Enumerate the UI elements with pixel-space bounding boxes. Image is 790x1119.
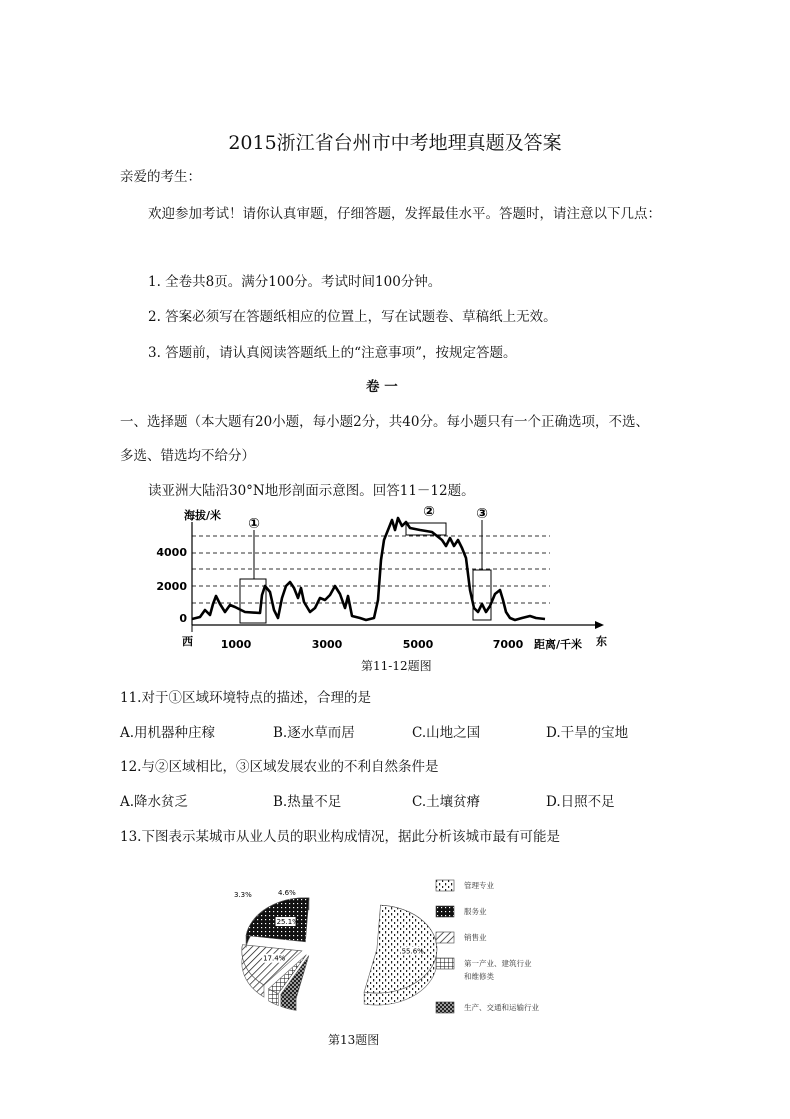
greeting: 亲爱的考生： (120, 169, 201, 185)
pie-data-label: 3.3% (234, 891, 252, 899)
q11-option-a: A.用机器种庄稼 (120, 725, 216, 741)
part1-line2: 多选、错选均不给分） (120, 448, 255, 464)
q11-stem: 11.对于①区域环境特点的描述，合理的是 (120, 690, 371, 706)
y-tick-4000: 4000 (156, 546, 187, 559)
legend-label: 第一产业、建筑行业 (464, 959, 532, 968)
legend-label: 销售业 (464, 933, 487, 942)
pie-data-label: 17.4% (263, 954, 286, 963)
q11-option-b: B.逐水草而居 (273, 725, 355, 741)
occupation-pie-chart (180, 870, 600, 1020)
legend-swatch (436, 1002, 454, 1013)
q12-stem: 12.与②区域相比，③区域发展农业的不利自然条件是 (120, 759, 439, 775)
x-tick-7000: 7000 (492, 638, 524, 651)
west-label: 西 (182, 635, 193, 648)
section-heading: 卷 一 (366, 379, 398, 395)
page-title: 2015浙江省台州市中考地理真题及答案 (228, 132, 562, 154)
legend-swatch (436, 880, 454, 891)
x-tick-1000: 1000 (220, 638, 252, 651)
east-label: 东 (596, 635, 607, 648)
x-axis-label: 距离/千米 (534, 638, 583, 651)
marker-label-1: ① (248, 516, 260, 532)
pie-data-label: 55.6% (401, 947, 424, 956)
legend-label: 和维修类 (464, 972, 494, 981)
read-prompt: 读亚洲大陆沿30°N地形剖面示意图。回答11－12题。 (148, 483, 475, 499)
marker-box-3 (473, 570, 491, 620)
marker-label-3: ③ (476, 506, 488, 522)
q12-option-a: A.降水贫乏 (120, 794, 189, 810)
note-2: 2. 答案必须写在答题纸相应的位置上，写在试题卷、草稿纸上无效。 (148, 309, 557, 325)
q11-option-d: D.干旱的宝地 (546, 725, 629, 741)
figure-caption-11-12: 第11-12题图 (361, 659, 432, 673)
x-axis-arrow-icon (595, 621, 604, 629)
intro-text: 欢迎参加考试！请你认真审题，仔细答题，发挥最佳水平。答题时，请注意以下几点： (148, 206, 661, 222)
terrain-profile-figure (156, 500, 620, 660)
y-tick-0: 0 (179, 612, 187, 625)
pie-data-label: 25.1% (276, 918, 299, 927)
legend-swatch (436, 932, 454, 943)
marker-label-2: ② (423, 504, 435, 520)
y-tick-2000: 2000 (156, 580, 187, 593)
note-3: 3. 答题前，请认真阅读答题纸上的“注意事项”，按规定答题。 (148, 345, 517, 361)
part1-line1: 一、选择题（本大题有20小题，每小题2分，共40分。每小题只有一个正确选项，不选、 (120, 414, 649, 430)
note-1: 1. 全卷共8页。满分100分。考试时间100分钟。 (148, 274, 442, 290)
figure-caption-13: 第13题图 (328, 1033, 380, 1047)
x-tick-5000: 5000 (402, 638, 434, 651)
legend-label: 管理专业 (464, 881, 494, 890)
q13-stem: 13.下图表示某城市从业人员的职业构成情况，据此分析该城市最有可能是 (120, 829, 560, 845)
q11-option-c: C.山地之国 (412, 725, 481, 741)
legend-swatch (436, 958, 454, 969)
y-axis-label: 海拔/米 (184, 509, 222, 522)
q12-option-d: D.日照不足 (546, 794, 615, 810)
q12-option-b: B.热量不足 (273, 794, 342, 810)
pie-data-label: 4.6% (278, 889, 296, 897)
legend-swatch (436, 906, 454, 917)
legend-label: 生产、交通和运输行业 (464, 1003, 539, 1012)
legend-label: 服务业 (464, 907, 487, 916)
q12-option-c: C.土壤贫瘠 (412, 794, 481, 810)
x-tick-3000: 3000 (311, 638, 343, 651)
